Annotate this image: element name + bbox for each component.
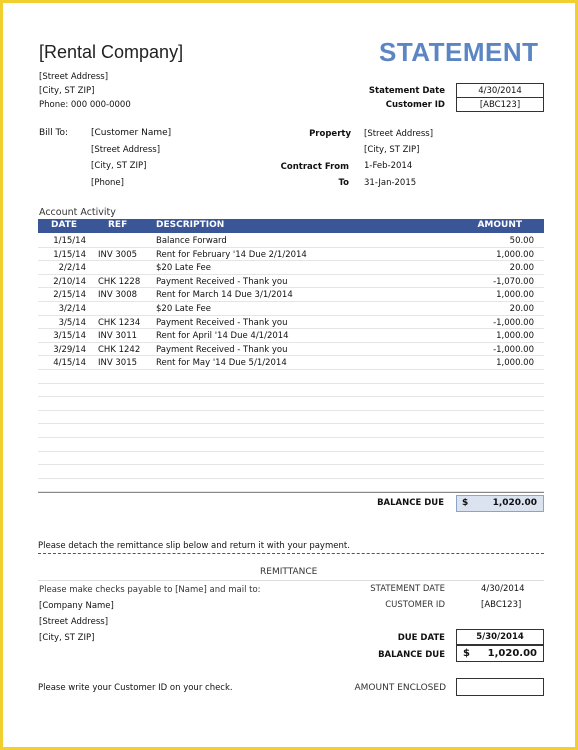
table-row [38, 316, 544, 330]
statement-date-field[interactable] [456, 83, 544, 98]
remit-balance-due-field [456, 645, 544, 662]
cell-description: Payment Received - Thank you [156, 344, 288, 355]
bill-to-label: Bill To: [39, 128, 69, 138]
cell-date: 2/10/14 [53, 276, 86, 287]
cell-ref: INV 3008 [98, 290, 138, 301]
payable-note: Please make checks payable to [Name] and mail to: [39, 585, 261, 595]
customer-id-field[interactable] [456, 97, 544, 112]
table-row [38, 465, 544, 479]
table-row [38, 397, 544, 411]
amount-enclosed-label: AMOUNT ENCLOSED [354, 683, 446, 693]
remit-street: [Street Address] [39, 617, 109, 627]
cell-date: 3/15/14 [53, 331, 86, 342]
cell-description: Rent for March 14 Due 3/1/2014 [156, 290, 293, 301]
statement-date-value: 4/30/2014 [478, 85, 522, 96]
cell-date: 1/15/14 [53, 236, 86, 246]
cell-description: Payment Received - Thank you [156, 276, 288, 287]
cell-amount: -1,000.00 [493, 317, 534, 328]
table-row [38, 343, 544, 357]
activity-table-header [38, 219, 544, 233]
remittance-rule [38, 580, 544, 581]
table-row [38, 248, 544, 262]
col-amount: AMOUNT [477, 220, 522, 230]
col-ref: REF [108, 220, 128, 230]
table-row [38, 261, 544, 275]
remit-balance-due-label: BALANCE DUE [378, 650, 445, 660]
cell-ref: CHK 1242 [98, 344, 141, 355]
remit-customer-id-value: [ABC123] [481, 600, 522, 610]
cell-description: Rent for May '14 Due 5/1/2014 [156, 358, 287, 369]
company-street: [Street Address] [39, 72, 109, 82]
table-row [38, 288, 544, 302]
customer-id-note: Please write your Customer ID on your check. [38, 683, 233, 693]
cell-amount: 1,000.00 [496, 331, 534, 342]
table-row [38, 370, 544, 384]
detach-note: Please detach the remittance slip below and return it with your payment. [38, 541, 350, 551]
remit-city: [City, ST ZIP] [39, 633, 95, 643]
due-date-value: 5/30/2014 [476, 632, 524, 642]
property-label: Property [309, 129, 351, 139]
table-row [38, 356, 544, 370]
table-row [38, 452, 544, 466]
table-row [38, 479, 544, 493]
bill-to-street: [Street Address] [91, 145, 161, 155]
remit-currency-symbol: $ [463, 648, 470, 659]
cell-amount: 20.00 [509, 263, 534, 274]
balance-due-value: 1,020.00 [492, 498, 537, 508]
cell-amount: -1,070.00 [493, 276, 534, 287]
table-row [38, 438, 544, 452]
cell-amount: 50.00 [509, 236, 534, 246]
balance-due-label: BALANCE DUE [377, 498, 444, 508]
statement-date-label: Statement Date [368, 86, 445, 96]
balance-currency-symbol: $ [462, 498, 469, 508]
amount-enclosed-input[interactable] [456, 678, 544, 696]
cell-date: 4/15/14 [53, 358, 86, 369]
cell-ref: CHK 1234 [98, 317, 141, 328]
customer-id-label: Customer ID [385, 100, 445, 110]
cell-description: Rent for April '14 Due 4/1/2014 [156, 331, 289, 342]
cell-amount: 20.00 [509, 304, 534, 314]
due-date-field [456, 629, 544, 645]
cell-ref: INV 3005 [98, 249, 138, 260]
table-row [38, 234, 544, 248]
cell-date: 2/15/14 [53, 290, 86, 301]
company-name: [Rental Company] [39, 42, 184, 62]
contract-to-label: To [338, 178, 349, 188]
cell-description: Balance Forward [156, 236, 227, 246]
company-city: [City, ST ZIP] [39, 86, 95, 96]
cell-date: 3/29/14 [53, 344, 86, 355]
table-row [38, 384, 544, 398]
col-description: DESCRIPTION [156, 220, 225, 230]
detach-line [38, 553, 544, 554]
account-activity-heading: Account Activity [39, 207, 116, 218]
col-date: DATE [51, 220, 78, 230]
cell-amount: -1,000.00 [493, 344, 534, 355]
table-row [38, 302, 544, 316]
remit-company: [Company Name] [39, 601, 114, 611]
table-row [38, 411, 544, 425]
page-title: STATEMENT [379, 37, 539, 67]
property-street: [Street Address] [364, 129, 434, 139]
balance-due-field [456, 495, 544, 512]
remittance-title: REMITTANCE [260, 567, 318, 577]
remit-customer-id-label: CUSTOMER ID [385, 600, 445, 610]
table-row [38, 424, 544, 438]
bill-to-city: [City, ST ZIP] [91, 161, 147, 171]
contract-from-value: 1-Feb-2014 [364, 161, 413, 171]
table-row [38, 275, 544, 289]
bill-to-phone: [Phone] [91, 178, 124, 188]
property-city: [City, ST ZIP] [364, 145, 420, 155]
cell-date: 3/5/14 [58, 317, 86, 328]
cell-amount: 1,000.00 [496, 290, 534, 301]
cell-ref: INV 3011 [98, 331, 138, 342]
cell-ref: INV 3015 [98, 358, 138, 369]
cell-description: $20 Late Fee [156, 304, 212, 314]
due-date-label: DUE DATE [397, 633, 445, 643]
cell-amount: 1,000.00 [496, 249, 534, 260]
remit-balance-due-value: 1,020.00 [487, 648, 537, 659]
cell-ref: CHK 1228 [98, 276, 141, 287]
company-phone: Phone: 000 000-0000 [39, 100, 131, 110]
contract-to-value: 31-Jan-2015 [364, 178, 417, 188]
cell-description: $20 Late Fee [156, 263, 212, 274]
table-row [38, 329, 544, 343]
cell-date: 1/15/14 [53, 249, 86, 260]
cell-description: Payment Received - Thank you [156, 317, 288, 328]
bill-to-name: [Customer Name] [91, 128, 172, 138]
customer-id-value: [ABC123] [479, 99, 521, 110]
cell-date: 2/2/14 [58, 263, 86, 274]
contract-from-label: Contract From [280, 162, 349, 172]
table-bottom-rule [38, 492, 544, 493]
cell-amount: 1,000.00 [496, 358, 534, 369]
remit-statement-date-value: 4/30/2014 [481, 584, 525, 594]
remit-statement-date-label: STATEMENT DATE [370, 584, 445, 594]
cell-description: Rent for February '14 Due 2/1/2014 [156, 249, 307, 260]
cell-date: 3/2/14 [58, 304, 86, 314]
